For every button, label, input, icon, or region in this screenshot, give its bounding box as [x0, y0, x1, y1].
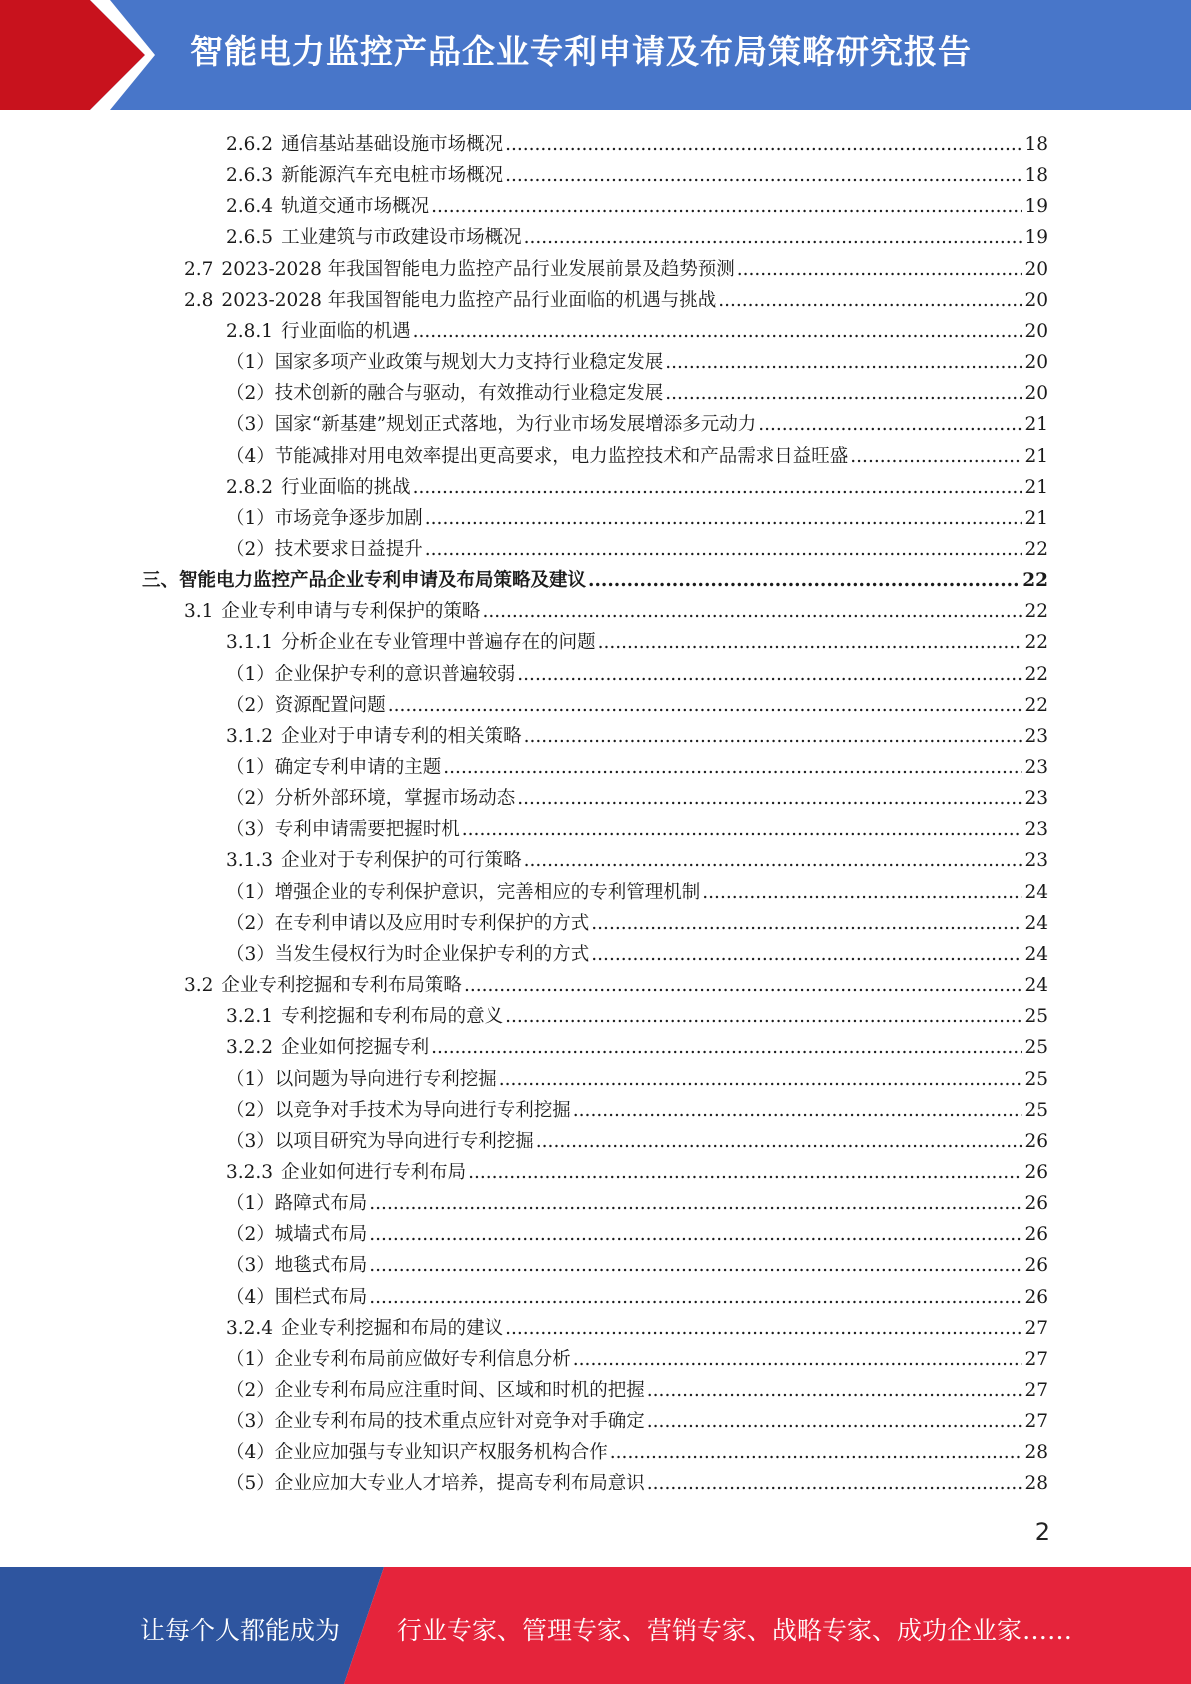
- toc-entry-page: 24: [1024, 975, 1048, 996]
- toc-entry-page: 24: [1024, 882, 1048, 903]
- toc-entry-number: 3.1.3: [226, 850, 274, 871]
- toc-entry-number: （3）: [226, 1131, 275, 1152]
- toc-entry-number: 3.2: [184, 975, 214, 996]
- toc-entry-number: （4）: [226, 1442, 275, 1463]
- toc-entry[interactable]: [226, 937, 1048, 968]
- toc-dot-leader: [468, 1160, 1022, 1186]
- toc-entry[interactable]: [226, 532, 1048, 563]
- toc-entry-number: （3）: [226, 1255, 275, 1276]
- toc-entry[interactable]: [226, 1062, 1048, 1093]
- toc-entry[interactable]: [226, 750, 1048, 781]
- toc-entry-title: 工业建筑与市政建设市场概况: [281, 227, 522, 248]
- toc-entry[interactable]: [226, 688, 1048, 719]
- toc-entry-page: 18: [1024, 165, 1048, 186]
- toc-entry-page: 22: [1024, 695, 1048, 716]
- toc-entry[interactable]: [184, 594, 1048, 625]
- toc-dot-leader: [737, 257, 1023, 283]
- toc-entry[interactable]: [226, 1311, 1048, 1342]
- toc-entry[interactable]: [226, 781, 1048, 812]
- toc-entry-number: （3）: [226, 414, 275, 435]
- toc-dot-leader: [665, 381, 1022, 407]
- toc-entry-number: 2.8: [184, 290, 214, 311]
- toc-entry-title: 以项目研究为导向进行专利挖掘: [274, 1131, 534, 1152]
- toc-entry-number: （1）: [226, 1193, 275, 1214]
- toc-entry-title: 城墙式布局: [274, 1224, 368, 1245]
- toc-entry-title: 新能源汽车充电桩市场概况: [281, 165, 504, 186]
- toc-entry-page: 22: [1022, 570, 1048, 591]
- toc-entry-number: 3.1.1: [226, 632, 274, 653]
- toc-dot-leader: [588, 568, 1020, 594]
- toc-entry-number: （1）: [226, 508, 275, 529]
- toc-entry[interactable]: [226, 127, 1048, 158]
- toc-dot-leader: [499, 1067, 1023, 1093]
- toc-entry-number: （1）: [226, 352, 275, 373]
- toc-entry-number: 3.2.4: [226, 1318, 274, 1339]
- toc-entry-page: 26: [1024, 1255, 1048, 1276]
- toc-entry-title: 企业专利布局前应做好专利信息分析: [274, 1349, 571, 1370]
- toc-dot-leader: [702, 880, 1022, 906]
- toc-dot-leader: [517, 662, 1022, 688]
- toc-entry-number: （2）: [226, 383, 275, 404]
- toc-entry[interactable]: [226, 1404, 1048, 1435]
- toc-entry-title: 2023-2028 年我国智能电力监控产品行业面临的机遇与挑战: [221, 290, 717, 311]
- toc-dot-leader: [425, 537, 1023, 563]
- toc-entry-title: 分析外部环境，掌握市场动态: [274, 788, 516, 809]
- toc-entry-page: 28: [1024, 1473, 1048, 1494]
- toc-entry-number: （3）: [226, 819, 275, 840]
- toc-entry[interactable]: [142, 563, 1048, 594]
- toc-dot-leader: [647, 1378, 1023, 1404]
- toc-dot-leader: [517, 786, 1022, 812]
- page-footer: [0, 1567, 1191, 1684]
- toc-entry-page: 20: [1024, 259, 1048, 280]
- toc-entry-title: 资源配置问题: [274, 695, 386, 716]
- toc-entry[interactable]: [226, 376, 1048, 407]
- toc-dot-leader: [505, 1004, 1022, 1030]
- toc-entry-page: 21: [1024, 508, 1048, 529]
- toc-entry[interactable]: [226, 407, 1048, 438]
- toc-dot-leader: [388, 693, 1023, 719]
- toc-entry-number: 2.6.3: [226, 165, 274, 186]
- toc-entry-number: 3.2.3: [226, 1162, 274, 1183]
- toc-entry-title: 技术要求日益提升: [274, 539, 423, 560]
- toc-entry-title: 国家“新基建”规划正式落地，为行业市场发展增添多元动力: [274, 414, 757, 435]
- toc-entry-page: 25: [1024, 1069, 1048, 1090]
- toc-entry-page: 26: [1024, 1193, 1048, 1214]
- toc-entry-page: 27: [1024, 1380, 1048, 1401]
- toc-entry-title: 在专利申请以及应用时专利保护的方式: [274, 913, 590, 934]
- toc-entry-number: （5）: [226, 1473, 275, 1494]
- toc-entry[interactable]: [226, 1093, 1048, 1124]
- toc-entry-title: 企业应加大专业人才培养，提高专利布局意识: [274, 1473, 645, 1494]
- toc-entry[interactable]: [226, 220, 1048, 251]
- toc-entry-number: （2）: [226, 788, 275, 809]
- toc-entry-title: 轨道交通市场概况: [281, 196, 430, 217]
- toc-entry-number: （1）: [226, 1069, 275, 1090]
- footer-slogan-right: 行业专家、管理专家、营销专家、战略专家、成功企业家……: [397, 1616, 1073, 1645]
- toc-entry-title: 专利挖掘和专利布局的意义: [281, 1006, 504, 1027]
- toc-entry-page: 24: [1024, 944, 1048, 965]
- toc-entry-page: 26: [1024, 1224, 1048, 1245]
- toc-dot-leader: [573, 1098, 1023, 1124]
- toc-entry-page: 25: [1024, 1006, 1048, 1027]
- toc-dot-leader: [431, 194, 1022, 220]
- toc-dot-leader: [536, 1129, 1023, 1155]
- toc-entry[interactable]: [226, 1373, 1048, 1404]
- toc-entry-page: 21: [1024, 414, 1048, 435]
- toc-entry-page: 19: [1024, 196, 1048, 217]
- toc-entry-title: 企业应加强与专业知识产权服务机构合作: [274, 1442, 608, 1463]
- toc-entry-page: 18: [1024, 134, 1048, 155]
- toc-dot-leader: [505, 1316, 1022, 1342]
- toc-entry-page: 26: [1024, 1131, 1048, 1152]
- toc-entry-page: 19: [1024, 227, 1048, 248]
- toc-entry[interactable]: [226, 875, 1048, 906]
- toc-dot-leader: [591, 942, 1022, 968]
- toc-entry[interactable]: [226, 158, 1048, 189]
- toc-entry-number: （2）: [226, 1224, 275, 1245]
- toc-entry-number: （2）: [226, 695, 275, 716]
- toc-entry-page: 21: [1024, 446, 1048, 467]
- toc-entry-title: 2023-2028 年我国智能电力监控产品行业发展前景及趋势预测: [221, 259, 735, 280]
- toc-entry-page: 23: [1024, 819, 1048, 840]
- toc-entry-page: 25: [1024, 1037, 1048, 1058]
- toc-entry-number: （2）: [226, 913, 275, 934]
- toc-dot-leader: [524, 848, 1023, 874]
- toc-dot-leader: [573, 1347, 1023, 1373]
- toc-entry-page: 23: [1024, 850, 1048, 871]
- toc-entry-page: 23: [1024, 788, 1048, 809]
- toc-entry-title: 专利申请需要把握时机: [274, 819, 460, 840]
- toc-entry-number: 2.6.4: [226, 196, 274, 217]
- toc-entry-title: 增强企业的专利保护意识，完善相应的专利管理机制: [274, 882, 701, 903]
- toc-entry-title: 智能电力监控产品企业专利申请及布局策略及建议: [179, 570, 587, 591]
- toc-entry[interactable]: [226, 843, 1048, 874]
- toc-dot-leader: [413, 319, 1023, 345]
- toc-entry-number: （3）: [226, 1411, 275, 1432]
- toc-entry-title: 节能减排对用电效率提出更高要求，电力监控技术和产品需求日益旺盛: [274, 446, 849, 467]
- toc-dot-leader: [610, 1440, 1023, 1466]
- toc-entry-number: 3.1: [184, 601, 214, 622]
- toc-entry-title: 企业对于专利保护的可行策略: [281, 850, 522, 871]
- toc-entry-page: 20: [1024, 290, 1048, 311]
- toc-entry-number: （1）: [226, 664, 275, 685]
- page-number: 2: [1034, 1518, 1050, 1546]
- toc-entry[interactable]: [226, 501, 1048, 532]
- toc-entry-number: 2.6.5: [226, 227, 274, 248]
- toc-dot-leader: [665, 350, 1022, 376]
- footer-slogan-left: 让每个人都能成为: [140, 1616, 341, 1645]
- toc-entry-title: 企业专利挖掘和布局的建议: [281, 1318, 504, 1339]
- toc-entry-page: 23: [1024, 726, 1048, 747]
- toc-entry-page: 22: [1024, 632, 1048, 653]
- toc-entry-number: 3.2.2: [226, 1037, 274, 1058]
- toc-entry-title: 以竞争对手技术为导向进行专利挖掘: [274, 1100, 571, 1121]
- toc-entry[interactable]: [226, 1435, 1048, 1466]
- toc-entry-page: 20: [1024, 321, 1048, 342]
- toc-entry-number: 2.8.1: [226, 321, 274, 342]
- toc-entry-page: 23: [1024, 757, 1048, 778]
- toc-entry[interactable]: [184, 252, 1048, 283]
- toc-entry-number: 2.6.2: [226, 134, 274, 155]
- toc-entry-title: 企业如何挖掘专利: [281, 1037, 430, 1058]
- toc-dot-leader: [647, 1471, 1023, 1497]
- toc-entry-page: 28: [1024, 1442, 1048, 1463]
- toc-entry-number: 3.2.1: [226, 1006, 274, 1027]
- toc-entry-title: 国家多项产业政策与规划大力支持行业稳定发展: [274, 352, 664, 373]
- toc-entry-title: 当发生侵权行为时企业保护专利的方式: [274, 944, 590, 965]
- toc-entry-page: 27: [1024, 1411, 1048, 1432]
- toc-entry-page: 24: [1024, 913, 1048, 934]
- toc-dot-leader: [369, 1191, 1022, 1217]
- toc-entry-title: 围栏式布局: [274, 1287, 368, 1308]
- toc-dot-leader: [598, 630, 1023, 656]
- toc-dot-leader: [524, 225, 1023, 251]
- toc-entry-page: 22: [1024, 539, 1048, 560]
- toc-entry-title: 确定专利申请的主题: [274, 757, 442, 778]
- toc-entry-number: 三、: [142, 570, 180, 591]
- toc-entry-title: 企业保护专利的意识普遍较弱: [274, 664, 516, 685]
- toc-entry[interactable]: [226, 625, 1048, 656]
- toc-entry-title: 企业专利挖掘和专利布局策略: [221, 975, 462, 996]
- toc-entry-title: 分析企业在专业管理中普遍存在的问题: [281, 632, 596, 653]
- toc-dot-leader: [464, 973, 1023, 999]
- toc-entry-number: （2）: [226, 539, 275, 560]
- toc-dot-leader: [505, 132, 1022, 158]
- toc-entry[interactable]: [226, 1030, 1048, 1061]
- toc-dot-leader: [850, 444, 1022, 470]
- toc-dot-leader: [462, 817, 1023, 843]
- toc-entry-page: 20: [1024, 383, 1048, 404]
- toc-entry[interactable]: [226, 657, 1048, 688]
- toc-entry-page: 27: [1024, 1318, 1048, 1339]
- toc-dot-leader: [524, 724, 1023, 750]
- toc-entry[interactable]: [184, 283, 1048, 314]
- toc-entry[interactable]: [226, 345, 1048, 376]
- toc-entry[interactable]: [226, 439, 1048, 470]
- toc-entry-number: （4）: [226, 446, 275, 467]
- toc-entry[interactable]: [226, 719, 1048, 750]
- toc-entry[interactable]: [226, 189, 1048, 220]
- toc-entry[interactable]: [184, 968, 1048, 999]
- toc-entry-number: （2）: [226, 1100, 275, 1121]
- toc-entry-page: 20: [1024, 352, 1048, 373]
- toc-entry-title: 企业专利布局应注重时间、区域和时机的把握: [274, 1380, 645, 1401]
- toc-entry-title: 路障式布局: [274, 1193, 368, 1214]
- toc-dot-leader: [443, 755, 1022, 781]
- toc-dot-leader: [482, 599, 1022, 625]
- toc-entry-title: 企业对于申请专利的相关策略: [281, 726, 522, 747]
- toc-entry[interactable]: [226, 1155, 1048, 1186]
- toc-entry-page: 22: [1024, 664, 1048, 685]
- toc-entry-page: 26: [1024, 1287, 1048, 1308]
- toc-entry[interactable]: [226, 1124, 1048, 1155]
- toc-entry[interactable]: [226, 906, 1048, 937]
- toc-entry[interactable]: [226, 1217, 1048, 1248]
- toc-dot-leader: [758, 412, 1022, 438]
- toc-entry[interactable]: [226, 1342, 1048, 1373]
- toc-dot-leader: [647, 1409, 1023, 1435]
- toc-entry[interactable]: [226, 1248, 1048, 1279]
- toc-entry-title: 行业面临的机遇: [281, 321, 411, 342]
- toc-dot-leader: [591, 911, 1022, 937]
- toc-dot-leader: [505, 163, 1022, 189]
- report-title: 智能电力监控产品企业专利申请及布局策略研究报告: [190, 32, 972, 71]
- toc-entry-number: 2.7: [184, 259, 214, 280]
- toc-entry-page: 27: [1024, 1349, 1048, 1370]
- toc-entry-title: 以问题为导向进行专利挖掘: [274, 1069, 497, 1090]
- toc-entry-page: 26: [1024, 1162, 1048, 1183]
- toc-entry-title: 通信基站基础设施市场概况: [281, 134, 504, 155]
- toc-dot-leader: [431, 1035, 1022, 1061]
- page-header: [0, 0, 1191, 110]
- toc-entry-number: （1）: [226, 1349, 275, 1370]
- toc-entry[interactable]: [226, 314, 1048, 345]
- toc-entry-page: 22: [1024, 601, 1048, 622]
- toc-entry-number: （3）: [226, 944, 275, 965]
- toc-entry[interactable]: [226, 1466, 1048, 1497]
- toc-entry-title: 行业面临的挑战: [281, 477, 411, 498]
- toc-entry-number: （2）: [226, 1380, 275, 1401]
- toc-entry-title: 市场竞争逐步加剧: [274, 508, 423, 529]
- toc-dot-leader: [718, 288, 1022, 314]
- toc-entry[interactable]: [226, 470, 1048, 501]
- toc-dot-leader: [413, 475, 1023, 501]
- toc-entry[interactable]: [226, 1280, 1048, 1311]
- toc-entry-number: 3.1.2: [226, 726, 274, 747]
- toc-entry[interactable]: [226, 999, 1048, 1030]
- toc-entry-page: 25: [1024, 1100, 1048, 1121]
- toc-dot-leader: [425, 506, 1023, 532]
- toc-entry-page: 21: [1024, 477, 1048, 498]
- toc-entry[interactable]: [226, 1186, 1048, 1217]
- toc-entry-number: 2.8.2: [226, 477, 274, 498]
- toc-entry-title: 地毯式布局: [274, 1255, 368, 1276]
- toc-entry-title: 技术创新的融合与驱动，有效推动行业稳定发展: [274, 383, 664, 404]
- toc-dot-leader: [369, 1253, 1022, 1279]
- toc-entry-title: 企业专利申请与专利保护的策略: [221, 601, 481, 622]
- toc-entry[interactable]: [226, 812, 1048, 843]
- toc-entry-number: （4）: [226, 1287, 275, 1308]
- toc-entry-title: 企业专利布局的技术重点应针对竞争对手确定: [274, 1411, 645, 1432]
- toc-entry-title: 企业如何进行专利布局: [281, 1162, 467, 1183]
- toc-entry-number: （1）: [226, 757, 275, 778]
- toc-dot-leader: [369, 1285, 1022, 1311]
- toc-entry-number: （1）: [226, 882, 275, 903]
- toc-dot-leader: [369, 1222, 1022, 1248]
